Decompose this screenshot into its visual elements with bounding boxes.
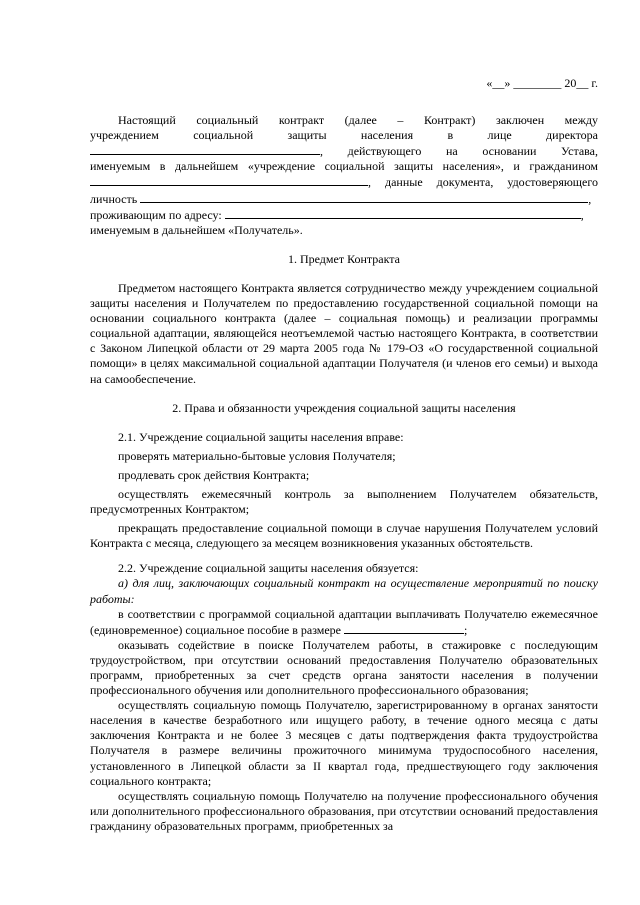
date-line: «__» ________ 20__ г. (486, 76, 598, 90)
right-3: осуществлять ежемесячный контроль за выполнением Получателем обязательств, предусмотренных Контрактом; (90, 486, 598, 517)
obligation-3: осуществлять социальную помощь Получателю, зарегистрированному в органах занятости населения в качестве безработного или ищущего работу, в течение одного месяца с даты заключения Контракта и не более 3 месяцев с даты подтверждения факта трудоустройства Получателя в размере величины прожиточного минимума трудоспособного населения, установленного в Липецкой области за II квартал года, предшествующего году заключения социального контракта; (90, 698, 598, 788)
citizen-name-blank (90, 174, 368, 186)
obligation-2: оказывать содействие в поиске Получателем работы, в стажировке с последующим трудоустройством, при отсутствии оснований предоставления Получателю образовательных программ, приобретенных за счет средств органа занятости населения в получении профессионального обучения или дополнительного профессионального образования; (90, 637, 598, 698)
intro-line-5: , данные документа, удостоверяющего (90, 174, 598, 190)
intro-line-4: именуемым в дальнейшем «учреждение социальной защиты населения», и гражданином (90, 159, 598, 174)
obligation-4: осуществлять социальную помощь Получателю на получение профессионального обучения или дополнительного профессионального образования, при отсутствии оснований предоставления гражданину образовательных программ, приобретенных за (90, 788, 598, 833)
obligation-1: в соответствии с программой социальной адаптации выплачивать Получателю ежемесячное (единовременное) социальное пособие в размере ; (90, 606, 598, 637)
director-name-blank (90, 143, 320, 155)
intro-line-6: личность , (90, 191, 592, 206)
allowance-amount-blank (344, 622, 464, 634)
subclause-a: а) для лиц, заключающих социальный контракт на осуществление мероприятий по поиску работы: (90, 576, 598, 606)
right-2: продлевать срок действия Контракта; (118, 467, 310, 482)
document-page (90, 76, 598, 834)
intro-line-7: проживающим по адресу: , (90, 207, 584, 222)
intro-line-1: Настоящий социальный контракт (далее – Контракт) заключен между (118, 113, 598, 128)
section-2-title: 2. Права и обязанности учреждения социальной защиты населения (172, 400, 516, 415)
address-blank (225, 207, 581, 219)
identity-document-blank (140, 191, 588, 203)
clause-2-1: 2.1. Учреждение социальной защиты населения вправе: (118, 429, 404, 444)
intro-line-2: учреждением социальной защиты населения в лице директора (90, 128, 598, 143)
intro-line-8: именуемым в дальнейшем «Получатель». (90, 222, 303, 237)
right-4: прекращать предоставление социальной помощи в случае нарушения Получателем условий Контракта с месяца, следующего за месяцем возникновения указанных обстоятельств. (90, 521, 598, 551)
intro-line-3: , действующего на основании Устава, (90, 143, 598, 159)
clause-2-2: 2.2. Учреждение социальной защиты населения обязуется: (118, 561, 419, 576)
section-1-title: 1. Предмет Контракта (287, 251, 401, 266)
right-1: проверять материально-бытовые условия Получателя; (118, 448, 396, 463)
section-1-text: Предметом настоящего Контракта является сотрудничество между учреждением социальной защиты населения и Получателем по предоставлению государственной социальной помощи на основании социального контракта (далее – социальная помощь) и реализации программы социальной адаптации, являющейся неотъемлемой частью настоящего Контракта, в соответствии с Законом Липецкой области от 29 марта 2005 года № 179-ОЗ «О государственной социальной помощи» в целях максимальной социальной адаптации Получателя (и членов его семьи) и выхода на самообеспечение. (90, 280, 598, 386)
